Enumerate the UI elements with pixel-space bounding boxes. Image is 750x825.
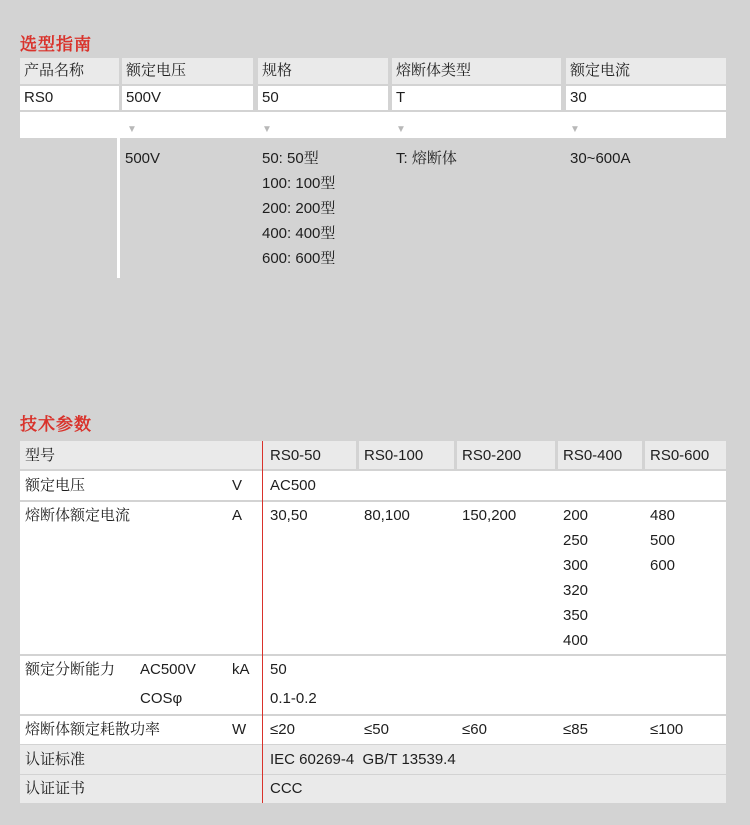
guide-option-spec: 400: 400型 xyxy=(262,225,336,242)
breaking-capacity-unit: kA xyxy=(232,661,250,678)
guide-value-fuse-type: T xyxy=(392,86,561,110)
dissipation-rs0-200: ≤60 xyxy=(462,721,487,738)
guide-option-voltage: 500V xyxy=(125,150,161,167)
table-row xyxy=(20,471,726,500)
table-row xyxy=(20,775,726,803)
dissipation-label: 熔断体额定耗散功率 xyxy=(25,721,161,738)
breaking-voltage-condition: AC500V xyxy=(140,661,196,678)
breaking-capacity-value: 50 xyxy=(270,661,287,678)
fuse-current-unit: A xyxy=(232,507,243,524)
header-divider xyxy=(356,441,359,469)
arrow-down-icon: ▼ xyxy=(396,124,406,135)
guide-value-current: 30 xyxy=(566,86,726,110)
guide-options-spec xyxy=(262,146,335,271)
header-model-rs0-200: RS0-200 xyxy=(462,447,522,464)
guide-option-fuse-type: T: 熔断体 xyxy=(396,150,457,167)
guide-option-spec: 200: 200型 xyxy=(262,200,336,217)
arrow-down-icon: ▼ xyxy=(262,124,272,135)
guide-connector-line xyxy=(117,138,120,278)
header-model-rs0-600: RS0-600 xyxy=(650,447,710,464)
guide-value-spec: 50 xyxy=(258,86,388,110)
dissipation-rs0-50: ≤20 xyxy=(270,721,295,738)
rated-voltage-label: 额定电压 xyxy=(25,477,86,494)
guide-option-spec: 600: 600型 xyxy=(262,250,336,267)
guide-title: 选型指南 xyxy=(20,35,92,54)
header-model-rs0-100: RS0-100 xyxy=(364,447,424,464)
standard-value: IEC 60269-4 GB/T 13539.4 xyxy=(270,751,456,768)
fuse-current-rs0-200: 150,200 xyxy=(462,507,517,524)
header-model-label: 型号 xyxy=(25,447,56,464)
dissipation-rs0-100: ≤50 xyxy=(364,721,389,738)
certificate-value: CCC xyxy=(270,780,303,797)
header-divider xyxy=(454,441,457,469)
header-model-rs0-50: RS0-50 xyxy=(270,447,321,464)
guide-value-product: RS0 xyxy=(20,86,119,110)
guide-connector-band xyxy=(20,112,726,138)
certificate-label: 认证证书 xyxy=(25,780,86,797)
arrow-down-icon: ▼ xyxy=(127,124,137,135)
tech-title: 技术参数 xyxy=(20,415,92,434)
header-divider xyxy=(555,441,558,469)
guide-header-spec: 规格 xyxy=(258,58,388,84)
model-column-separator xyxy=(262,441,263,803)
guide-header-voltage: 额定电压 xyxy=(122,58,253,84)
table-row xyxy=(20,656,726,714)
header-model-rs0-400: RS0-400 xyxy=(563,447,623,464)
fuse-current-rs0-100: 80,100 xyxy=(364,507,410,524)
power-factor-label: COSφ xyxy=(140,690,183,707)
dissipation-unit: W xyxy=(232,721,247,738)
guide-header-fuse-type: 熔断体类型 xyxy=(392,58,561,84)
rated-voltage-value: AC500 xyxy=(270,477,316,494)
header-divider xyxy=(642,441,645,469)
breaking-capacity-label: 额定分断能力 xyxy=(25,661,116,678)
guide-header-current: 额定电流 xyxy=(566,58,726,84)
guide-value-voltage: 500V xyxy=(122,86,253,110)
rated-voltage-unit: V xyxy=(232,477,243,494)
arrow-down-icon: ▼ xyxy=(570,124,580,135)
fuse-current-rs0-50: 30,50 xyxy=(270,507,308,524)
fuse-current-rs0-400: 200 250 300 320 350 400 xyxy=(563,507,589,649)
standard-label: 认证标准 xyxy=(25,751,86,768)
dissipation-rs0-400: ≤85 xyxy=(563,721,588,738)
guide-option-spec: 50: 50型 xyxy=(262,150,319,167)
guide-header-product: 产品名称 xyxy=(20,58,119,84)
power-factor-value: 0.1-0.2 xyxy=(270,690,317,707)
fuse-current-rs0-600: 480 500 600 xyxy=(650,507,676,574)
dissipation-rs0-600: ≤100 xyxy=(650,721,684,738)
guide-option-spec: 100: 100型 xyxy=(262,175,336,192)
guide-option-current: 30~600A xyxy=(570,150,631,167)
fuse-current-label: 熔断体额定电流 xyxy=(25,507,131,524)
